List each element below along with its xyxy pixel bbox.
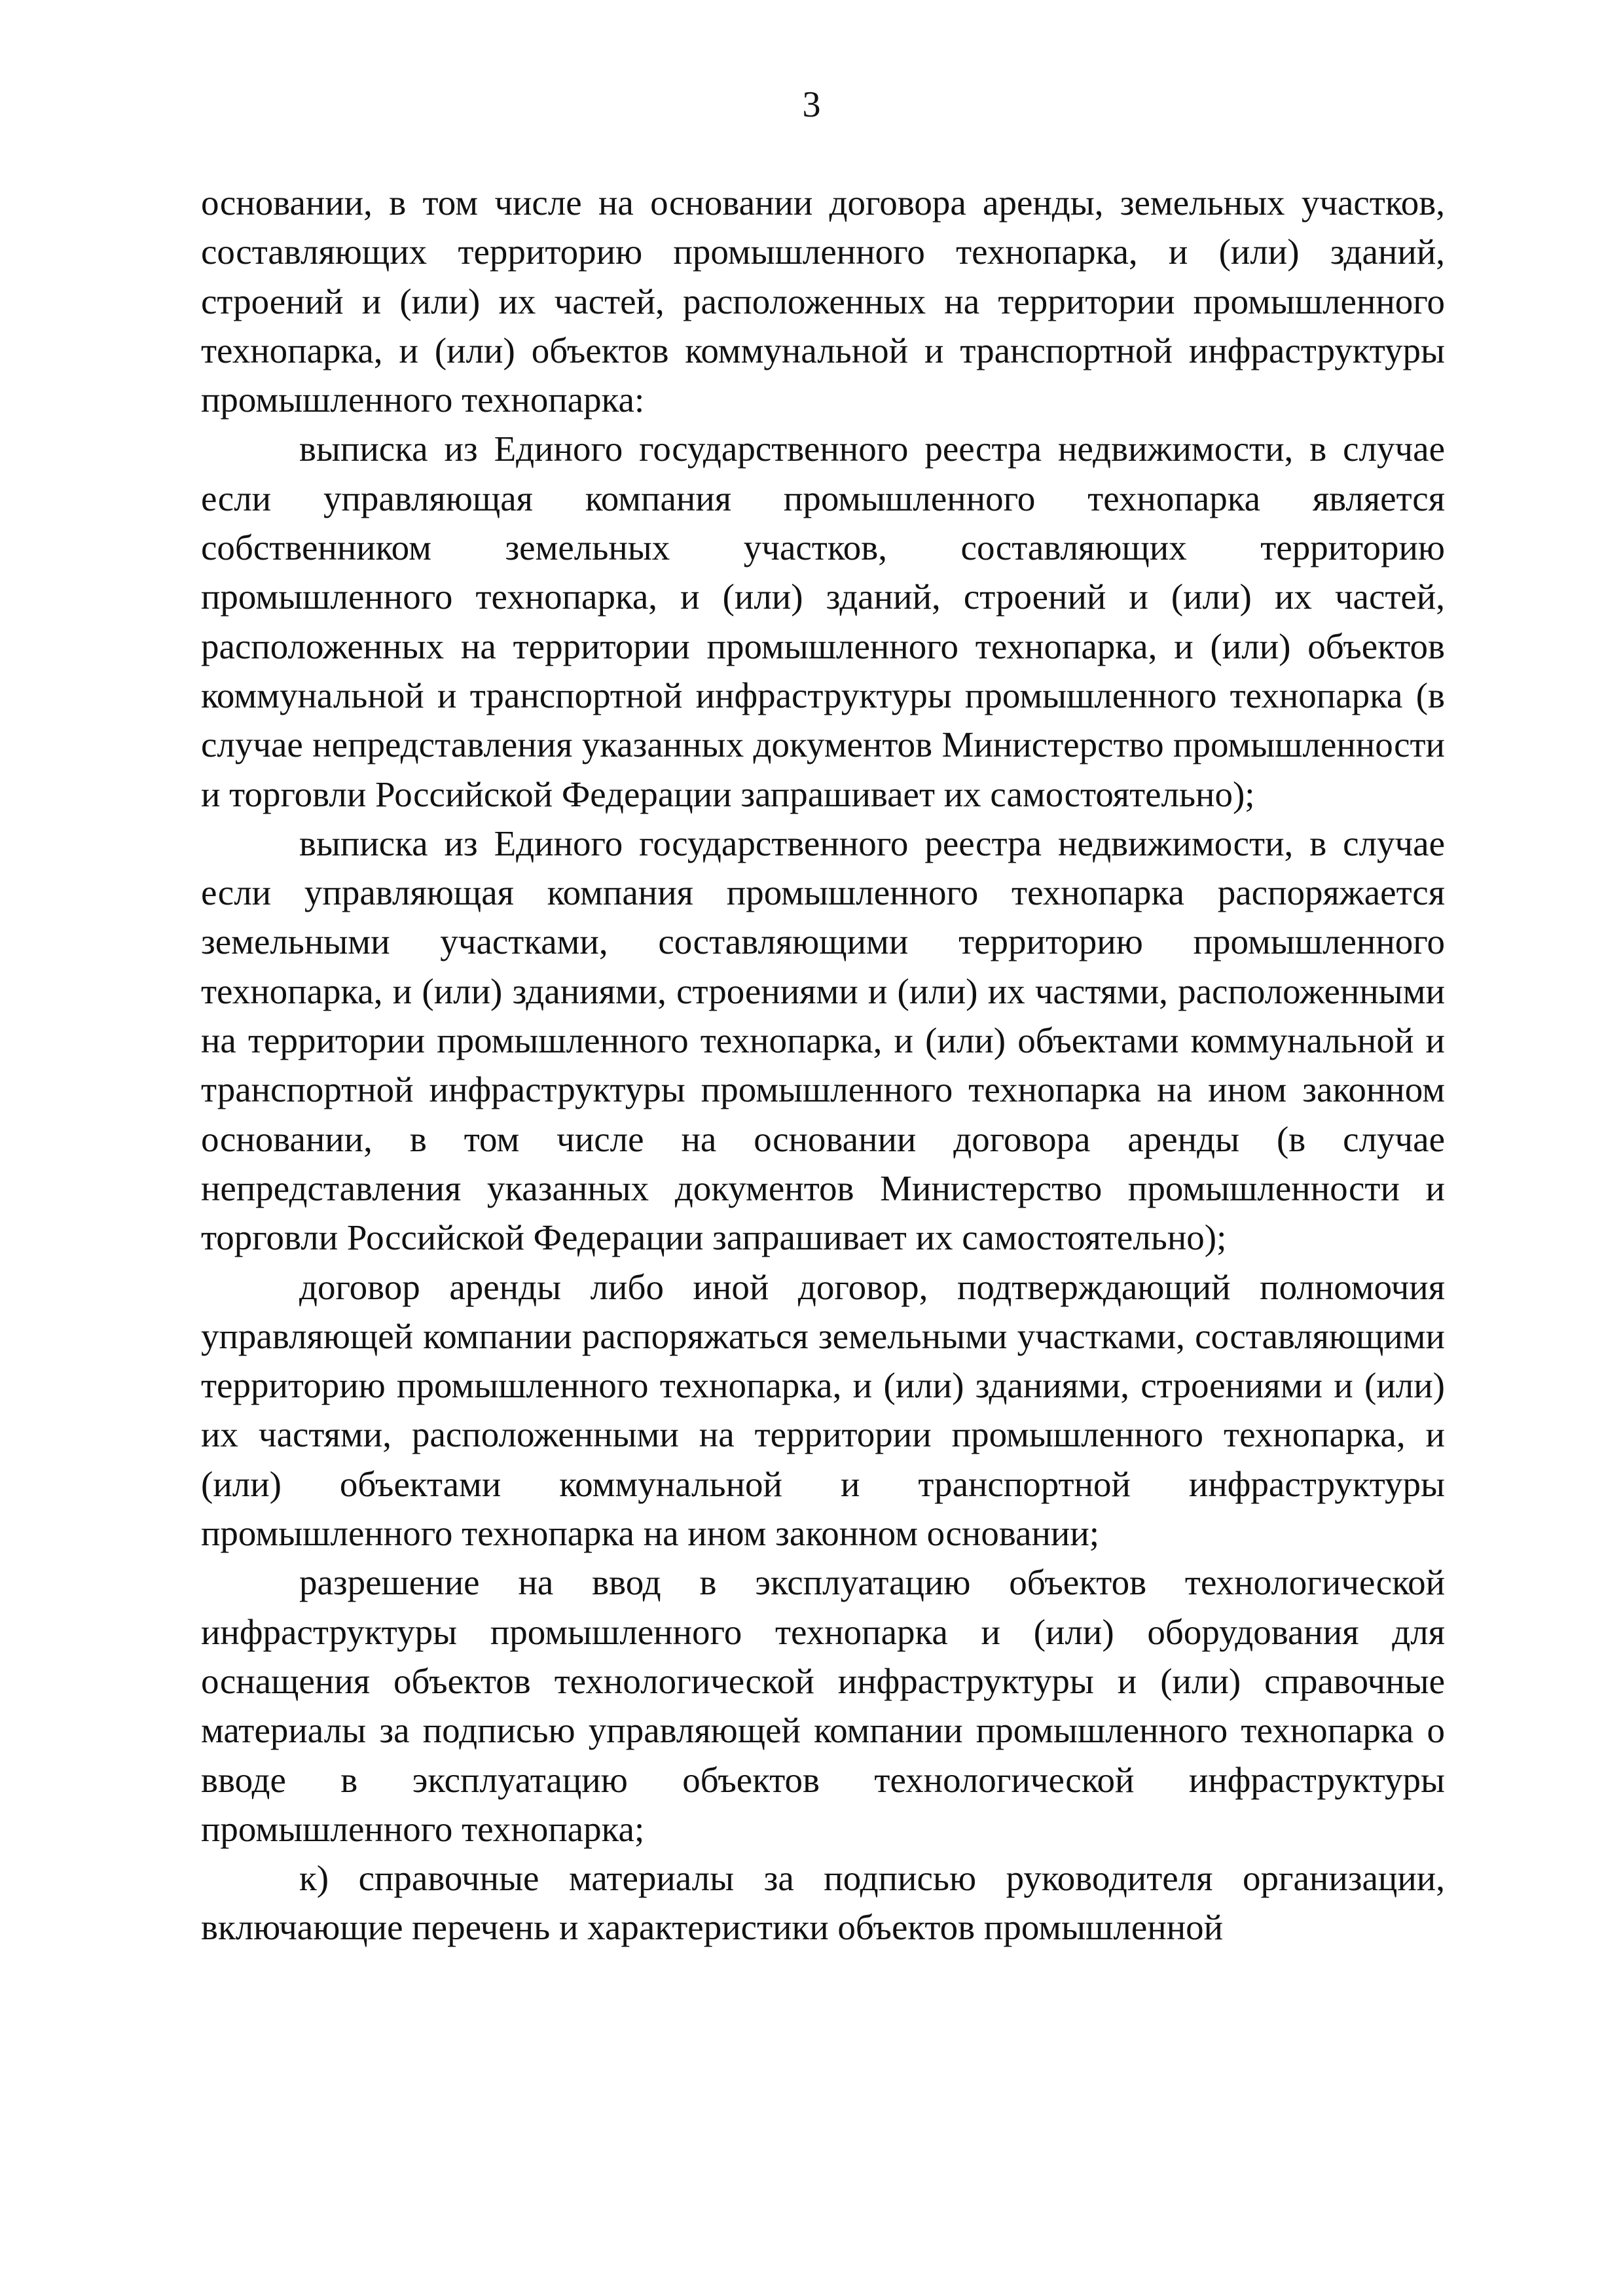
paragraph-commissioning-permit: разрешение на ввод в эксплуатацию объектов технологической инфраструктуры промышленного технопарка и (или) оборудования для оснащения объектов технологической инфраструктуры и (или) справочные материалы за подписью управляющей компании промышленного технопарка о вводе в эксплуатацию объектов технологической инфраструктуры промышленного технопарка; xyxy=(201,1562,1445,1849)
paragraph-intro: основании, в том числе на основании договора аренды, земельных участков, составляющих территорию промышленного технопарка, и (или) зданий, строений и (или) их частей, расположенных на территории промышленного технопарка, и (или) объектов коммунальной и транспортной инфраструктуры промышленного технопарка: xyxy=(201,183,1445,420)
page-number: 3 xyxy=(802,84,821,125)
paragraph-item-k: к) справочные материалы за подписью руководителя организации, включающие перечень и характеристики объектов промышленной xyxy=(201,1858,1445,1948)
document-body xyxy=(201,178,1445,1952)
paragraph-egrn-owner: выписка из Единого государственного реестра недвижимости, в случае если управляющая компания промышленного технопарка является собственником земельных участков, составляющих территорию промышленного технопарка, и (или) зданий, строений и (или) их частей, расположенных на территории промышленного технопарка, и (или) объектов коммунальной и транспортной инфраструктуры промышленного технопарка (в случае непредставления указанных документов Министерство промышленности и торговли Российской Федерации запрашивает их самостоятельно); xyxy=(201,429,1445,814)
paragraph-egrn-other-basis: выписка из Единого государственного реестра недвижимости, в случае если управляющая компания промышленного технопарка распоряжается земельными участками, составляющими территорию промышленного технопарка, и (или) зданиями, строениями и (или) их частями, расположенными на территории промышленного технопарка, и (или) объектами коммунальной и транспортной инфраструктуры промышленного технопарка на ином законном основании, в том числе на основании договора аренды (в случае непредставления указанных документов Министерство промышленности и торговли Российской Федерации запрашивает их самостоятельно); xyxy=(201,823,1445,1258)
paragraph-lease-agreement: договор аренды либо иной договор, подтверждающий полномочия управляющей компании распоряжаться земельными участками, составляющими территорию промышленного технопарка, и (или) зданиями, строениями и (или) их частями, расположенными на территории промышленного технопарка, и (или) объектами коммунальной и транспортной инфраструктуры промышленного технопарка на ином законном основании; xyxy=(201,1266,1445,1554)
